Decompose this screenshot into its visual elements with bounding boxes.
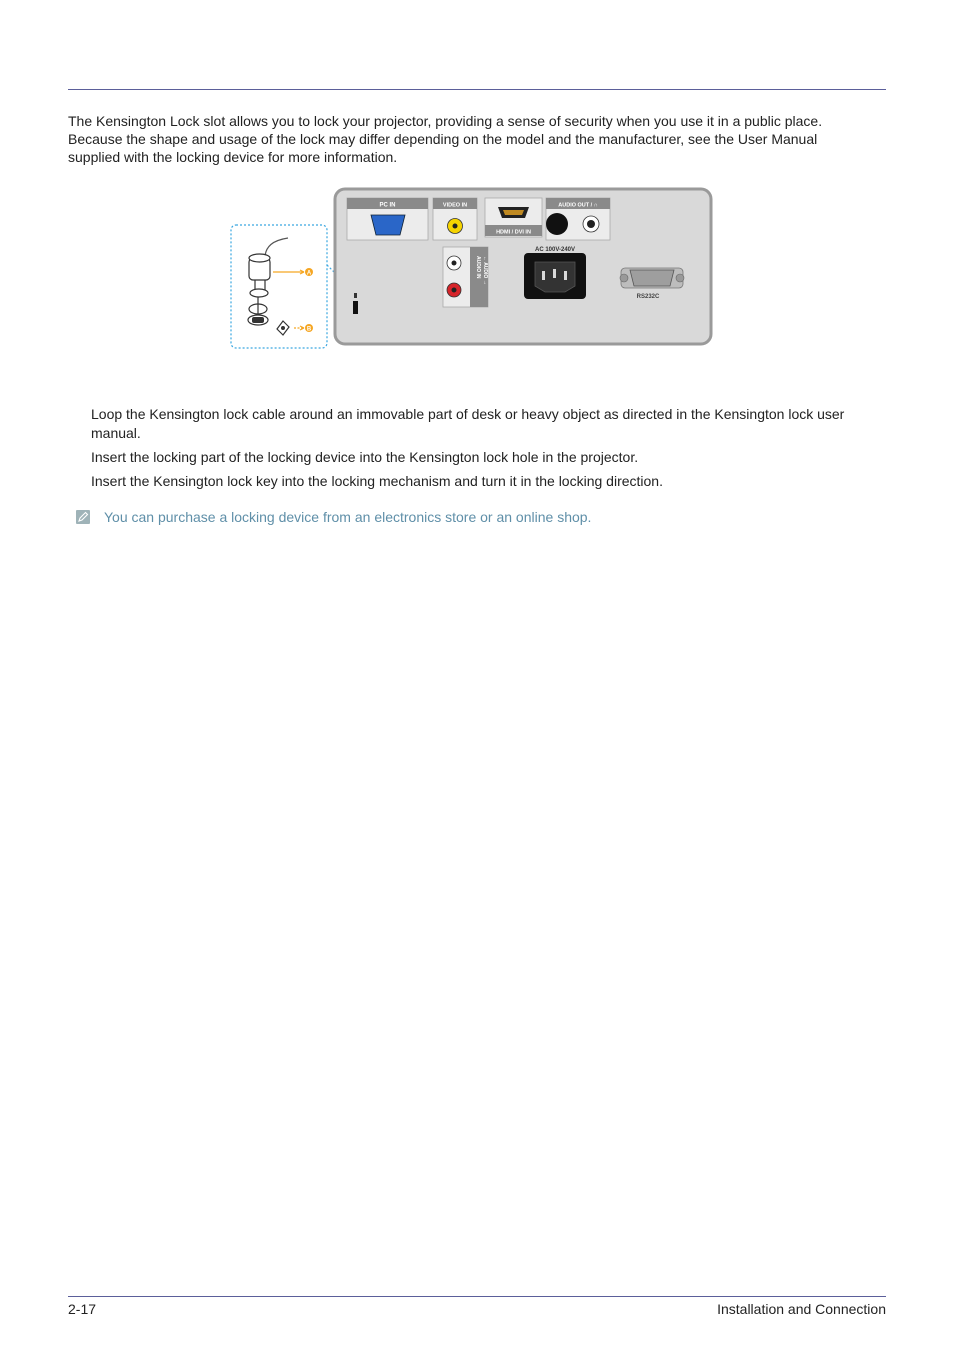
power-inlet	[524, 247, 586, 299]
serial-connector-icon	[630, 270, 674, 286]
kensington-lock-slot	[353, 301, 358, 314]
audio-in-sublabel: ← AUDIO →	[482, 256, 488, 285]
step-3-text: Insert the Kensington lock key into the locking mechanism and turn it in the locking direction.	[91, 473, 663, 489]
pc-in-label: PC IN	[379, 202, 396, 209]
note-text: You can purchase a locking device from an electronics store or an online shop.	[104, 509, 592, 525]
lock-key-icon	[277, 321, 289, 335]
footer-rule	[68, 1296, 886, 1297]
rs232c-label: RS232C	[636, 294, 660, 300]
projector-rear-panel-illustration	[225, 185, 720, 355]
section-title: Installation and Connection	[717, 1301, 886, 1317]
step-2	[91, 448, 891, 467]
step-2-text: Insert the locking part of the locking device into the Kensington lock hole in the projector.	[91, 449, 639, 465]
hdmi-port	[485, 198, 542, 237]
intro-line-2: Because the shape and usage of the lock may differ depending on the model and the manufacturer, see the User Manual	[68, 131, 818, 147]
video-in-label: VIDEO IN	[442, 202, 468, 209]
hdmi-label: HDMI / DVI IN	[496, 229, 531, 236]
power-label: AC 100V-240V	[534, 247, 576, 253]
intro-paragraph	[68, 112, 888, 166]
step-1-line-1: Loop the Kensington lock cable around an immovable part of desk or heavy object as directed in the Kensington lock user	[91, 406, 845, 422]
note	[76, 508, 896, 528]
note-pencil-icon	[76, 510, 90, 524]
callout-b-label: B	[306, 326, 312, 333]
pc-in-port	[347, 198, 428, 240]
step-1-line-2: manual.	[91, 425, 141, 441]
lock-slot-marker-icon	[354, 293, 357, 298]
steps-list	[91, 405, 891, 496]
video-in-port	[433, 198, 477, 240]
intro-line-1: The Kensington Lock slot allows you to lock your projector, providing a sense of security when you use it in a public place.	[68, 113, 823, 129]
audio-out-port	[546, 198, 610, 240]
header-rule	[68, 89, 886, 90]
step-1	[91, 405, 891, 443]
projector-rear-panel-figure	[225, 185, 720, 355]
callout-a-label: A	[306, 270, 312, 277]
audio-in-label: AUDIO IN	[475, 256, 481, 279]
vga-connector-icon	[371, 215, 405, 235]
intro-line-3: supplied with the locking device for more information.	[68, 149, 398, 165]
audio-out-jack-icon	[546, 213, 568, 235]
audio-in-port	[443, 247, 488, 307]
page-number: 2-17	[68, 1301, 97, 1317]
step-3	[91, 472, 891, 491]
audio-out-label: AUDIO OUT / ∩	[558, 202, 598, 209]
kensington-lock-inset	[231, 225, 351, 348]
